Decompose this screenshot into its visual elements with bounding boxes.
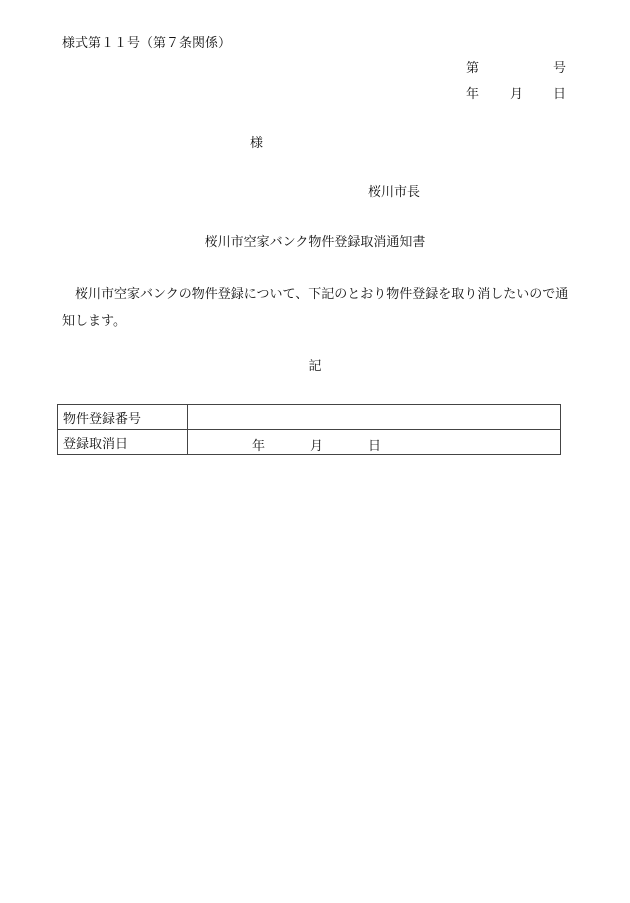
cancellation-date-value xyxy=(188,430,561,455)
sender: 桜川市長 xyxy=(368,185,421,200)
table-row xyxy=(58,430,561,455)
issue-date-year: 年 xyxy=(466,87,480,102)
cancellation-date-year: 年 xyxy=(252,439,266,454)
cancellation-date-day: 日 xyxy=(368,439,382,454)
reference-suffix: 号 xyxy=(553,61,567,76)
reference-prefix: 第 xyxy=(466,61,480,76)
form-number: 様式第１１号（第７条関係） xyxy=(62,36,232,51)
ki-heading: 記 xyxy=(308,359,322,374)
issue-date-day: 日 xyxy=(553,87,567,102)
table-row xyxy=(58,405,561,430)
body-paragraph: 桜川市空家バンクの物件登録について、下記のとおり物件登録を取り消したいので通知します。 xyxy=(62,287,569,329)
document-title: 桜川市空家バンク物件登録取消通知書 xyxy=(204,235,426,250)
registration-table xyxy=(57,404,561,455)
cancellation-date-month: 月 xyxy=(310,439,324,454)
cancellation-date-label: 登録取消日 xyxy=(58,430,188,455)
addressee: 様 xyxy=(250,136,264,151)
registration-number-label: 物件登録番号 xyxy=(58,405,188,430)
issue-date-month: 月 xyxy=(510,87,524,102)
registration-number-value xyxy=(188,405,561,430)
